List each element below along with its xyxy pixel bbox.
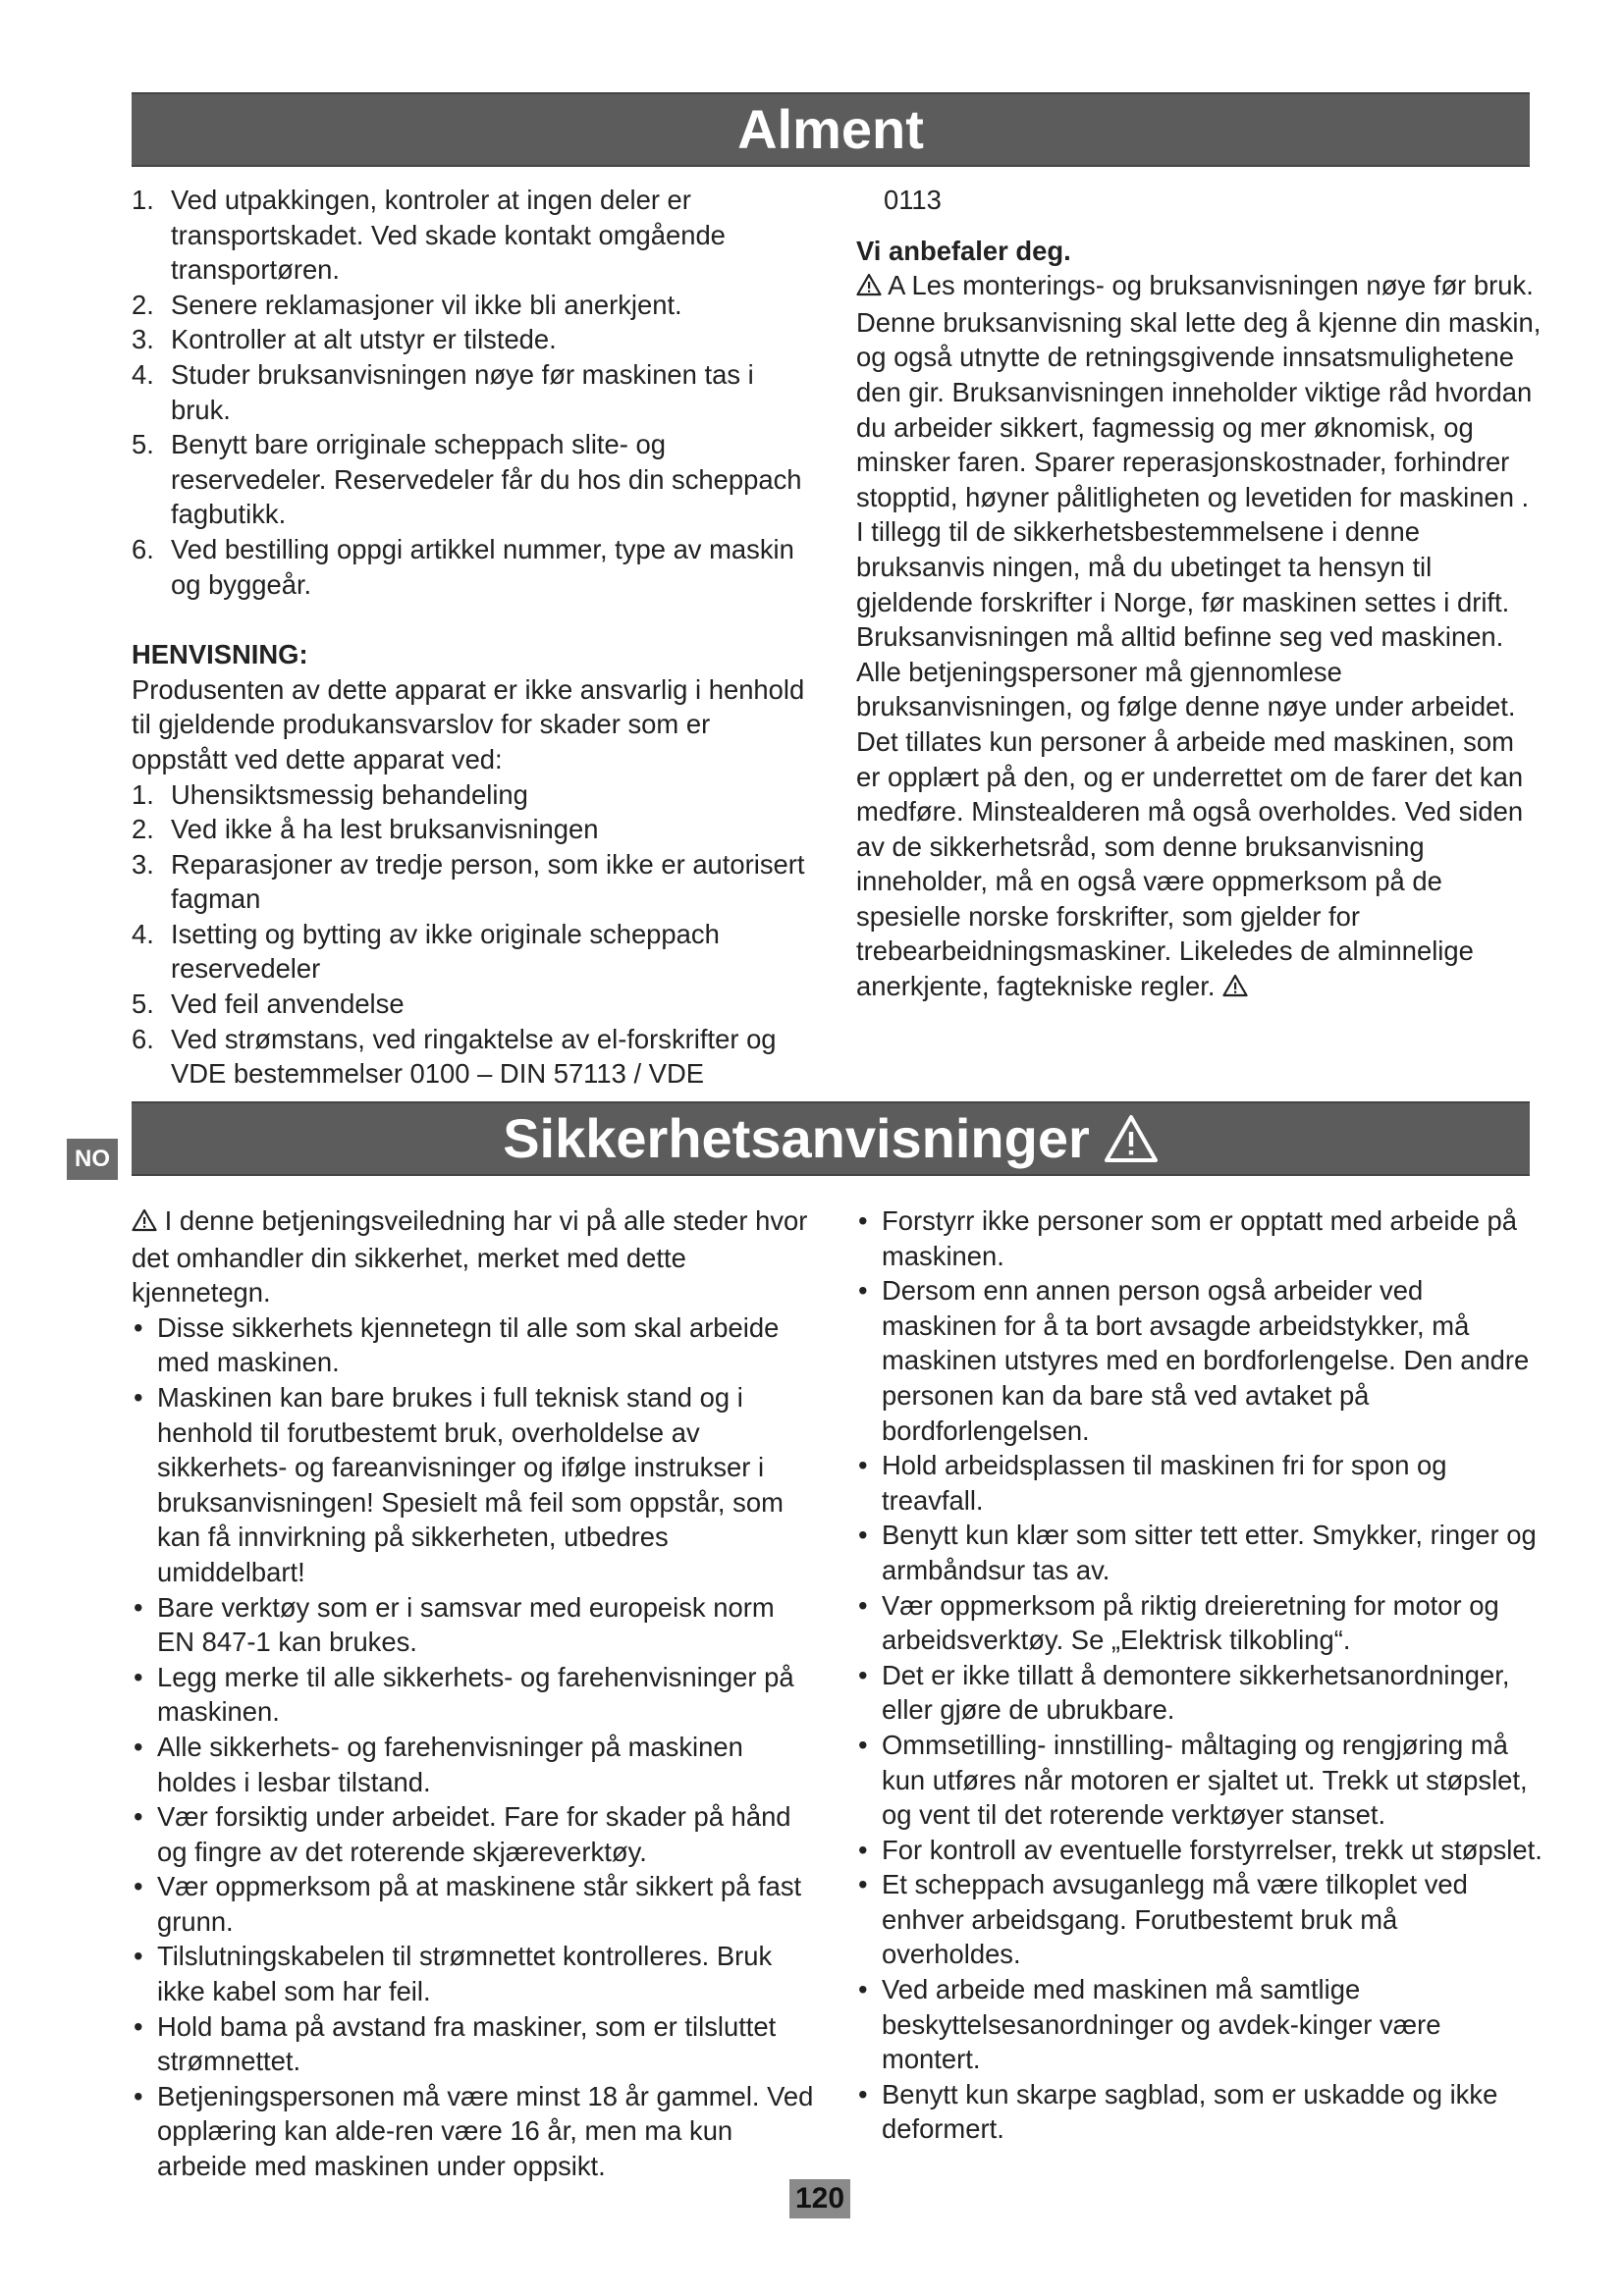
warning-triangle-icon (1222, 971, 1248, 1006)
list-item: 1. Ved utpakkingen, kontroler at ingen deler er transportskadet. Ved skade kontakt omgående transportøren. (132, 185, 726, 286)
list-item: • Hold arbeidsplassen til maskinen fri for spon og treavfall. (856, 1448, 1543, 1518)
general-left-column (132, 183, 809, 1092)
recommend-line: A Les monterings- og bruksanvisningen nøye før bruk. (856, 268, 1543, 305)
liability-list (132, 777, 809, 1092)
safety-right-column (856, 1203, 1543, 2147)
list-item: 2. Ved ikke å ha lest bruksanvisningen (132, 814, 599, 845)
list-item: • Hold bama på avstand fra maskiner, som er tilsluttet strømnettet. (132, 2009, 819, 2079)
list-item: 5. Ved feil anvendelse (132, 988, 405, 1020)
list-item: • Benytt kun klær som sitter tett etter. Smykker, ringer og armbåndsur tas av. (856, 1518, 1543, 1587)
recommend-heading: Vi anbefaler deg. (856, 235, 1071, 266)
warning-triangle-icon (132, 1205, 157, 1241)
safety-left-column (132, 1203, 819, 2184)
list-item: 4. Studer bruksanvisningen nøye før maskinen tas i bruk. (132, 358, 754, 425)
notice-heading: HENVISNING: (132, 639, 308, 670)
list-item: 5. Benytt bare orriginale scheppach slite- og reservedeler. Reservedeler får du hos din scheppach fagbutikk. (132, 429, 802, 530)
list-item: 3. Reparasjoner av tredje person, som ikke er autorisert fagman (132, 848, 805, 915)
list-item: • Tilslutningskabelen til strømnettet kontrolleres. Bruk ikke kabel som har feil. (132, 1939, 819, 2008)
recommend-body: Denne bruksanvisning skal lette deg å kjenne din maskin, og også utnytte de retningsgivende innsatsmulighetene den gir. Bruksanvisningen inneholder viktige råd hvordan du arbeider sikkert, fagmessig og mer øknomisk, og minsker faren. Sparer reperasjonskostnader, forhindrer stopptid, høyner pålitligheten og levetiden for maskinen . I tillegg til de sikkerhetsbestemmelsene i denne bruksanvis ningen, må du ubetinget ta hensyn til gjeldende forskrifter i Norge, før maskinen settes i drift. Bruksanvisningen må alltid befinne seg ved maskinen. Alle betjeningspersoner må gjennomlese bruksanvisningen, og følge denne nøye under arbeidet. Det tillates kun personer å arbeide med maskinen, som er opplært på den, og er underrettet om de farer det kan medføre. Minstealderen må også overholdes. Ved siden av de sikkerhetsråd, som denne bruksanvisning inneholder, må en også være oppmerksom på de spesielle norske forskrifter, som gjelder for trebearbeidningsmaskiner. Likeledes de alminnelige anerkjente, fagtekniske regler. (856, 305, 1543, 1006)
din-continuation: 0113 (884, 185, 942, 215)
list-item: • Benytt kun skarpe sagblad, som er uskadde og ikke deformert. (856, 2077, 1543, 2147)
section-banner-safety (132, 1101, 1530, 1176)
list-item: 3. Kontroller at alt utstyr er tilstede. (132, 324, 557, 355)
general-right-column (856, 183, 1543, 1006)
warning-triangle-icon (856, 270, 882, 305)
safety-bullets-left (132, 1310, 819, 2184)
safety-intro: I denne betjeningsveiledning har vi på alle steder hvor det omhandler din sikkerhet, merket med dette kjennetegn. (132, 1205, 808, 1308)
list-item: • Legg merke til alle sikkerhets- og farehenvisninger på maskinen. (132, 1660, 819, 1730)
list-item: 4. Isetting og bytting av ikke originale scheppach reservedeler (132, 918, 720, 985)
list-item: • Bare verktøy som er i samsvar med europeisk norm EN 847-1 kan brukes. (132, 1590, 819, 1660)
list-item: • For kontroll av eventuelle forstyrrelser, trekk ut støpslet. (856, 1833, 1543, 1868)
list-item: • Et scheppach avsuganlegg må være tilkoplet ved enhver arbeidsgang. Forutbestemt bruk må overholdes. (856, 1867, 1543, 1972)
list-item: • Vær oppmerksom på at maskinene står sikkert på fast grunn. (132, 1869, 819, 1939)
list-item: • Vær oppmerksom på riktig dreieretning for motor og arbeidsverktøy. Se „Elektrisk tilkobling“. (856, 1588, 1543, 1658)
list-item: • Dersom enn annen person også arbeider ved maskinen for å ta bort avsagde arbeidstykker, må maskinen utstyres med en bordforlengelse. Den andre personen kan da bare stå ved avtaket på bordforlengelsen. (856, 1273, 1543, 1448)
list-item: • Forstyrr ikke personer som er opptatt med arbeide på maskinen. (856, 1203, 1543, 1273)
language-tab: NO (67, 1139, 118, 1180)
list-item: • Disse sikkerhets kjennetegn til alle som skal arbeide med maskinen. (132, 1310, 819, 1380)
list-item: 6. Ved bestilling oppgi artikkel nummer, type av maskin og byggeår. (132, 533, 794, 600)
list-item: 6. Ved strømstans, ved ringaktelse av el-forskrifter og VDE bestemmelser 0100 – DIN 57113 / VDE (132, 1023, 777, 1090)
section-title-general: Alment (737, 98, 924, 160)
section-banner-general (132, 92, 1530, 167)
list-item: • Maskinen kan bare brukes i full teknisk stand og i henhold til forutbestemt bruk, overholdelse av sikkerhets- og fareanvisninger og ifølge instrukser i bruksanvisningen! Spesielt må feil som oppstår, som kan få innvirkning på sikkerheten, utbedres umiddelbart! (132, 1380, 819, 1590)
list-item: 1. Uhensiktsmessig behandeling (132, 778, 528, 810)
safety-bullets-right (856, 1203, 1543, 2147)
list-item: • Ommsetilling- innstilling- måltaging og rengjøring må kun utføres når motoren er sjaltet ut. Trekk ut støpslet, og vent til det roterende verktøyer stanset. (856, 1728, 1543, 1833)
notice-text: Produsenten av dette apparat er ikke ansvarlig i henhold til gjeldende produkansvarslov for skader som er oppstått ved dette apparat ved: (132, 673, 805, 774)
list-item: 2. Senere reklamasjoner vil ikke bli anerkjent. (132, 289, 682, 320)
warning-triangle-icon (1104, 1114, 1159, 1163)
page-number: 120 (789, 2179, 850, 2218)
section-title-safety: Sikkerhetsanvisninger (503, 1103, 1159, 1174)
list-item: • Vær forsiktig under arbeidet. Fare for skader på hånd og fingre av det roterende skjæreverktøy. (132, 1799, 819, 1869)
unpacking-list (132, 183, 809, 602)
list-item: • Det er ikke tillatt å demontere sikkerhetsanordninger, eller gjøre de ubrukbare. (856, 1658, 1543, 1728)
list-item: • Betjeningspersonen må være minst 18 år gammel. Ved opplæring kan alde-ren være 16 år, men ma kun arbeide med maskinen under oppsikt. (132, 2079, 819, 2184)
list-item: • Alle sikkerhets- og farehenvisninger på maskinen holdes i lesbar tilstand. (132, 1730, 819, 1799)
list-item: • Ved arbeide med maskinen må samtlige beskyttelsesanordninger og avdek-kinger være montert. (856, 1972, 1543, 2077)
